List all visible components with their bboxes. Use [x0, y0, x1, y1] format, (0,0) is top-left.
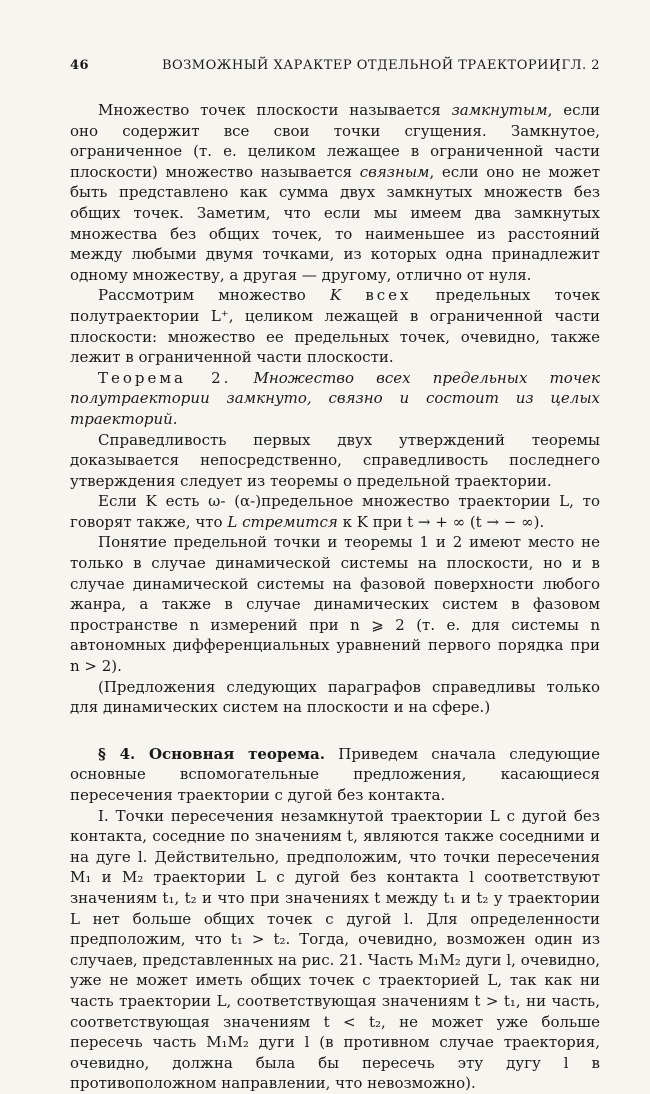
page-number: 46: [70, 58, 90, 73]
section-4: § 4. Основная теорема. Приведем сначала следующие основные вспомогательные предложения, касающиеся пересечения траектории с дугой без контакта.: [70, 744, 600, 804]
paragraph-closed-sets: Множество точек плоскости называется замкнутым, если оно содержит все свои точки сгущения. Замкнутое, ограниченное (т. е. целиком лежащее в ограниченной части плоскости) множество называется связным, если оно не может быть представлено как сумма двух замкнутых множеств без общих точек. Заметим, что если мы имеем два замкнутых множества без общих точек, то наименьшее из расстояний между любыми двумя точками, из которых одна принадлежит одному множеству, а другая — другому, отлично от нуля.: [70, 101, 600, 284]
theorem-label: Теорема 2.: [98, 368, 232, 387]
paragraph-lemma-1: I. Точки пересечения незамкнутой траектории L с дугой без контакта, соседние по значениям t, являются также соседними и на дуге l. Действительно, предположим, что точки пересечения M₁ и M₂ траектории L с дугой без контакта l соответствуют значениям t₁, t₂ и что при значениях t между t₁ и t₂ у траектории L нет больше общих точек с дугой l. Для определенности предположим, что t₁ > t₂. Тогда, очевидно, возможен один из случаев, представленных на рис. 21. Часть M₁M₂ дуги l, очевидно, уже не может иметь общих точек с траекторией L, так как ни часть траектории L, соответствующая значениям t > t₁, ни часть, соответствующая значениям t < t₂, не может уже больше пересечь часть M₁M₂ дуги l (в противном случае траектория, очевидно, должна была бы пересечь эту дугу l в противоположном направлении, что невозможно).: [70, 806, 600, 1093]
term-closed: замкнутым: [451, 101, 548, 119]
chapter-marker: [ГЛ. 2: [555, 58, 600, 73]
running-header: [70, 58, 600, 80]
spaced-word: всех: [365, 286, 412, 305]
theorem-2: [70, 368, 600, 430]
running-title: ВОЗМОЖНЫЙ ХАРАКТЕР ОТДЕЛЬНОЙ ТРАЕКТОРИИ: [162, 58, 561, 73]
section-heading: § 4. Основная теорема.: [98, 744, 325, 763]
term-connected: связным: [359, 162, 430, 181]
paragraph-note: (Предложения следующих параграфов справедливы только для динамических систем на плоскости и на сфере.): [70, 677, 600, 717]
paragraph-generalization: Понятие предельной точки и теоремы 1 и 2 имеют место не только в случае динамической системы на плоскости, но и в случае динамической системы на фазовой поверхности любого жанра, а также в случае динамических систем в фазовом пространстве n измерений при n ⩾ 2 (т. е. для системы n автономных дифференциальных уравнений первого порядка при n > 2).: [70, 533, 600, 676]
paragraph-limit-set: Рассмотрим множество K всех предельных точек полутраектории L⁺, целиком лежащей в ограниченной части плоскости: множество ее предельных точек, очевидно, также лежит в ограниченной части плоскости.: [70, 286, 600, 367]
paragraph-tends-to: Если K есть ω- (α-)предельное множество траектории L, то говорят также, что L стремится к K при t → + ∞ (t → − ∞).: [70, 492, 600, 531]
page-body: [70, 100, 600, 1094]
theorem-text: Множество всех предельных точек полутраектории замкнуто, связно и состоит из целых траекторий.: [70, 368, 600, 428]
paragraph-proof: Справедливость первых двух утверждений теоремы доказывается непосредственно, справедливость последнего утверждения следует из теоремы о предельной траектории.: [70, 430, 600, 490]
